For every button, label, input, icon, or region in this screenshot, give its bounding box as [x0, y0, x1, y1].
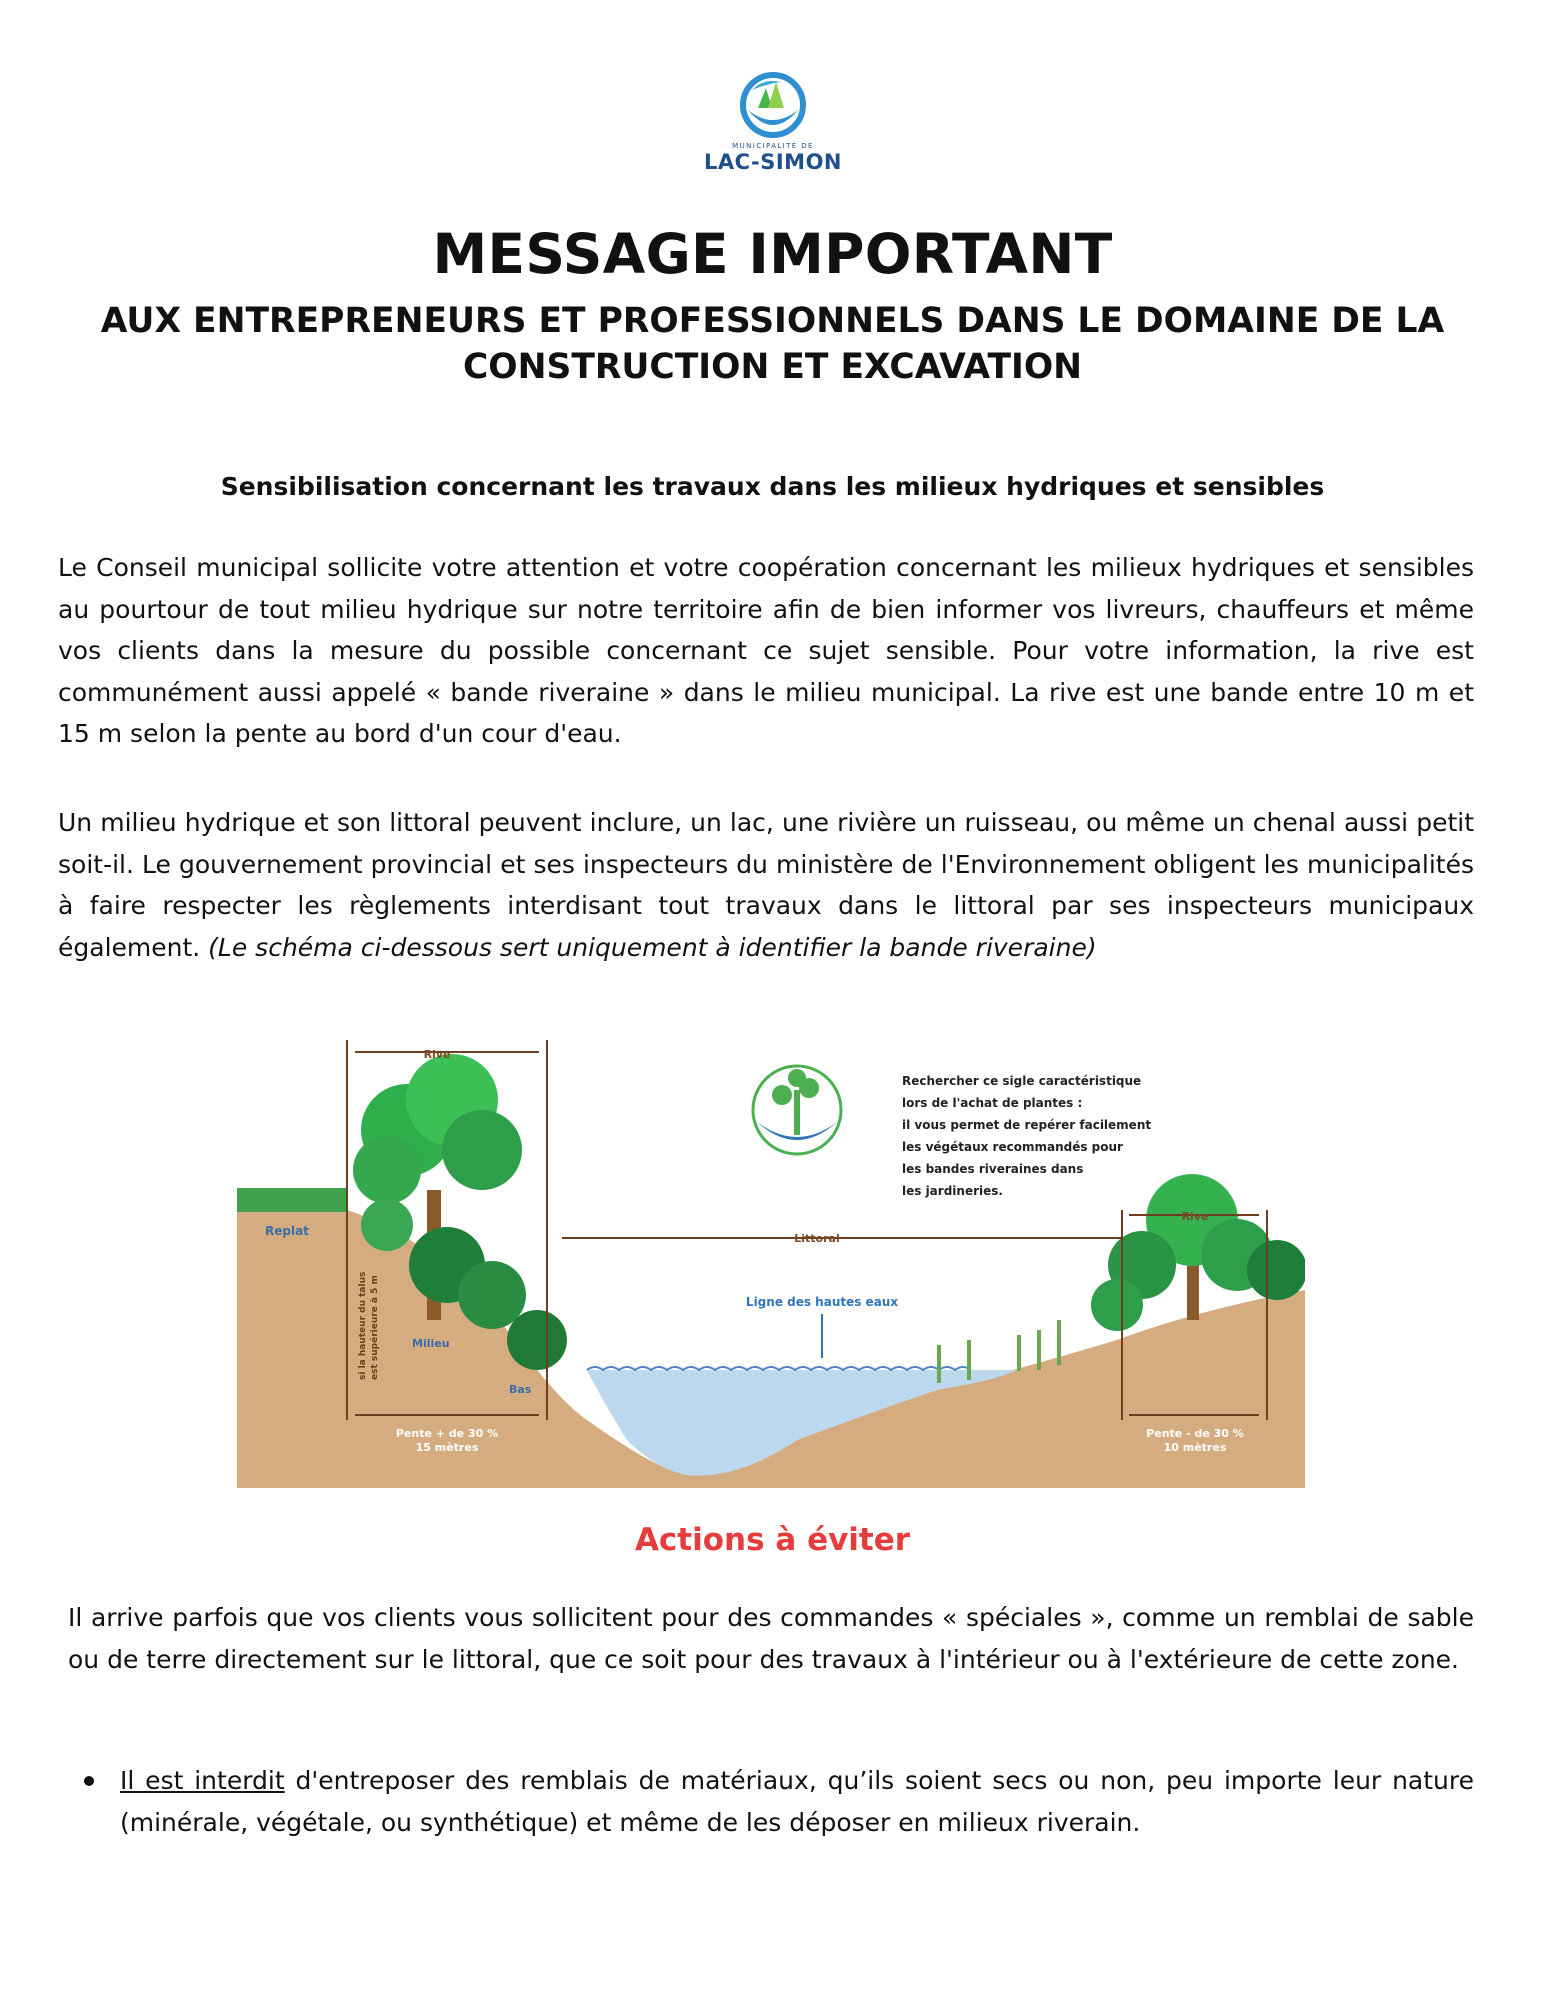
bullet-dot: [84, 1776, 94, 1786]
logo-name: LAC-SIMON: [703, 150, 842, 174]
sigle-emblem-icon: [753, 1066, 841, 1154]
littoral-label: Littoral: [794, 1232, 840, 1245]
actions-heading: Actions à éviter: [634, 1522, 911, 1558]
sigle-line-5: les bandes riveraines dans: [902, 1162, 1084, 1176]
prohibition-text: d'entreposer des remblais de matériaux, qu’ils soient secs ou non, peu importe leur nature (minérale, végétale, ou synthétique) et même de les déposer en milieux riverain.: [120, 1766, 1474, 1837]
paragraph-littoral: [58, 802, 1474, 968]
replat-label: Replat: [265, 1224, 309, 1238]
list-item: [68, 1760, 1474, 1844]
paragraph-special-orders: Il arrive parfois que vos clients vous sollicitent pour des commandes « spéciales », comme un remblai de sable ou de terre directement sur le littoral, que ce soit pour des travaux à l'intérieur ou à l'extérieure de cette zone.: [68, 1603, 1474, 1674]
lac-simon-logo-icon: [738, 70, 808, 140]
logo-small-text: MUNICIPALITÉ DE: [732, 142, 814, 150]
riparian-zone-diagram: [237, 1040, 1305, 1488]
milieu-label: Milieu: [412, 1337, 450, 1350]
high-water-label: Ligne des hautes eaux: [745, 1295, 899, 1309]
paragraph-littoral-text: Un milieu hydrique et son littoral peuvent inclure, un lac, une rivière un ruisseau, ou même un chenal aussi petit soit-il. Le gouvernement provincial et ses inspecteurs du ministère de l'Environnement obligent les municipalités à faire respecter les règlements interdisant tout travaux dans le littoral par ses inspecteurs municipaux également.: [58, 808, 1474, 962]
paragraph-littoral-italic: (Le schéma ci-dessous sert uniquement à identifier la bande riveraine): [208, 932, 1097, 962]
talus-label-line1: si la hauteur du talus: [358, 1271, 368, 1380]
municipality-logo: [700, 70, 846, 195]
sigle-line-6: les jardineries.: [902, 1184, 1003, 1198]
high-water-wave-line: [587, 1367, 971, 1370]
sigle-line-3: il vous permet de repérer facilement: [902, 1118, 1152, 1132]
prohibition-list: [68, 1760, 1474, 1844]
page-title: MESSAGE IMPORTANT: [432, 222, 1113, 286]
rive-left-label: Rive: [423, 1048, 451, 1061]
page-subtitle: AUX ENTREPRENEURS ET PROFESSIONNELS DANS LE DOMAINE DE LA CONSTRUCTION ET EXCAVATION: [100, 301, 1445, 387]
slope-left-line1: Pente + de 30 %: [395, 1427, 499, 1440]
sigle-caption: [902, 1074, 1151, 1198]
sigle-line-4: les végétaux recommandés pour: [902, 1140, 1123, 1154]
slope-right-line2: 10 mètres: [1163, 1441, 1227, 1454]
section-heading: Sensibilisation concernant les travaux dans les milieux hydriques et sensibles: [220, 472, 1325, 501]
prohibition-emphasis: Il est interdit: [120, 1766, 285, 1795]
sigle-line-2: lors de l'achat de plantes :: [902, 1096, 1083, 1110]
bas-label: Bas: [509, 1383, 532, 1396]
rive-right-label: Rive: [1181, 1210, 1209, 1223]
slope-left-line2: 15 mètres: [415, 1441, 479, 1454]
sigle-line-1: Rechercher ce sigle caractéristique: [902, 1074, 1142, 1088]
paragraph-intro: Le Conseil municipal sollicite votre attention et votre coopération concernant les milieux hydriques et sensibles au pourtour de tout milieu hydrique sur notre territoire afin de bien informer vos livreurs, chauffeurs et même vos clients dans la mesure du possible concernant ce sujet sensible. Pour votre information, la rive est communément aussi appelé « bande riveraine » dans le milieu municipal. La rive est une bande entre 10 m et 15 m selon la pente au bord d'un cour d'eau.: [58, 553, 1474, 748]
slope-right-line1: Pente - de 30 %: [1146, 1427, 1244, 1440]
talus-label-line2: est supérieure à 5 m: [370, 1275, 380, 1380]
